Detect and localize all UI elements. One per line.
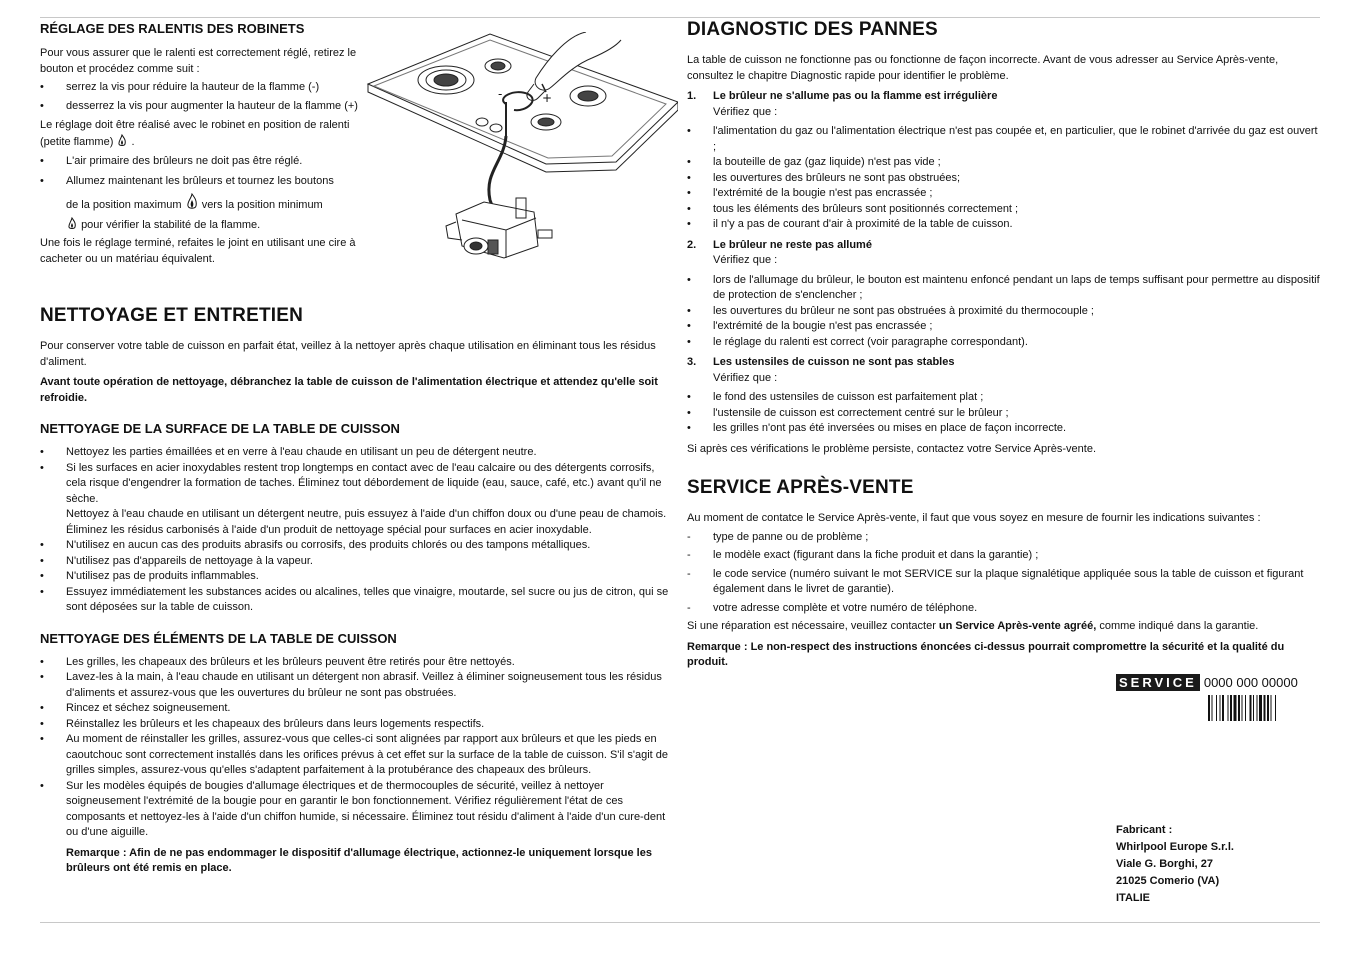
list-item: • L'air primaire des brûleurs ne doit pas être réglé. — [40, 155, 303, 167]
list-item: • tous les éléments des brûleurs sont positionnés correctement ; — [687, 202, 1019, 215]
list-item: • lors de l'allumage du brûleur, le bouton est maintenu enfoncé pendant un laps de temps suffisant pour permettre au dispositif de protection de s'enclencher ; — [687, 273, 1320, 301]
nettoyage-warning: Avant toute opération de nettoyage, débranchez la table de cuisson de l'alimentation électrique et attendez qu'elle soit refroidie. — [40, 376, 658, 404]
surface-continuation: Nettoyez à l'eau chaude en utilisant un détergent neutre, puis essuyez à l'aide d'un chiffon doux ou d'une peau de chamois. Éliminez les résidus carbonisés à l'aide d'un produit de nettoyage spécial pour surfaces en acier inoxydable. — [66, 508, 667, 536]
diagnostic-list-3 — [687, 390, 1320, 437]
small-flame-icon — [66, 217, 78, 231]
elements-title: NETTOYAGE DES ÉLÉMENTS DE LA TABLE DE CUISSON — [40, 630, 397, 646]
list-item: • Les grilles, les chapeaux des brûleurs et les brûleurs peuvent être retirés pour être nettoyés. — [40, 655, 515, 668]
list-item: • Nettoyez les parties émaillées et en verre à l'eau chaude en utilisant un peu de détergent neutre. — [40, 446, 537, 458]
nettoyage-section — [40, 305, 674, 877]
list-item: • Si les surfaces en acier inoxydables restent trop longtemps en contact avec de l'eau calcaire ou des détergents corrosifs, cela risque d'engendrer la formation de taches. Éliminez tout débordement de liquide (eau, sauce, café, etc.) avant qu'il ne sèche. — [40, 461, 662, 505]
service-intro: Au moment de contatce le Service Après-vente, il faut que vous soyez en mesure de fournir les indications suivantes : — [687, 512, 1261, 524]
list-item: • serrez la vis pour réduire la hauteur de la flamme (-) — [40, 81, 320, 93]
service-number: 0000 000 00000 — [1203, 675, 1298, 690]
list-item: • N'utilisez pas de produits inflammables. — [40, 570, 259, 582]
manufacturer-city: 21025 Comerio (VA) — [1116, 875, 1220, 887]
manufacturer-street: Viale G. Borghi, 27 — [1116, 858, 1213, 870]
nettoyage-title: NETTOYAGE ET ENTRETIEN — [40, 305, 304, 326]
svg-text:+: + — [542, 91, 553, 105]
reglage-max-min: de la position maximum vers la position minimum — [40, 193, 360, 214]
svg-text:-: - — [498, 87, 503, 101]
reglage-para: Le réglage doit être réalisé avec le robinet en position de ralenti (petite flamme) . — [40, 119, 350, 148]
hob-adjustment-illustration — [366, 32, 678, 260]
hob-plate — [368, 34, 678, 164]
list-item: • Allumez maintenant les brûleurs et tournez les boutons — [40, 174, 334, 187]
service-repair: Si une réparation est nécessaire, veuillez contacter un Service Après-vente agréé, comme indiqué dans la garantie. — [687, 620, 1259, 632]
list-item: • N'utilisez pas d'appareils de nettoyage à la vapeur. — [40, 554, 313, 567]
manufacturer-name: Whirlpool Europe S.r.l. — [1116, 841, 1234, 853]
list-item: • les ouvertures du brûleur ne sont pas obstruées à proximité du thermocouple ; — [687, 304, 1094, 317]
list-item: - type de panne ou de problème ; — [687, 530, 869, 543]
list-item: • il n'y a pas de courant d'air à proximité de la table de cuisson. — [687, 218, 1013, 230]
diagnostic-list-2 — [687, 273, 1320, 351]
small-flame-icon — [116, 134, 128, 148]
reglage-intro: Pour vous assurer que le ralenti est correctement réglé, retirez le bouton et procédez comme suit : — [40, 47, 357, 75]
list-item: • l'ustensile de cuisson est correctement centré sur le brûleur ; — [687, 406, 1009, 419]
diagnostic-item-2: 2. Le brûleur ne reste pas allumé — [687, 238, 872, 251]
list-item: • Sur les modèles équipés de bougies d'allumage électriques et de thermocouples de sécurité, veillez à nettoyer soigneusement l'extrémité de la bougie pour en garantir le bon fonctionnement. Vérifiez régulièrement l'état de ces composants et nettoyez-les à l'aide d'un chiffon humide, si nécessaire. Éliminez tout résidu d'aliment à l'aide d'un cure-dent ou d'une aiguille. — [40, 779, 666, 838]
service-remark: Remarque : Le non-respect des instructions énoncées ci-dessus pourrait compromettre la sécurité et la qualité du produit. — [687, 640, 1285, 668]
list-item: • l'alimentation du gaz ou l'alimentation électrique n'est pas coupée et, en particulier, que le robinet d'arrivée du gaz est ouvert ; — [687, 125, 1318, 153]
elements-remark: Remarque : Afin de ne pas endommager le dispositif d'allumage électrique, actionnez-le uniquement lorsque les brûleurs ont été remis en place. — [66, 846, 652, 874]
service-label: SERVICE — [1116, 674, 1200, 691]
list-item: • N'utilisez en aucun cas des produits abrasifs ou corrosifs, des produits chlorés ou des tampons métalliques. — [40, 539, 591, 551]
list-item: • les grilles n'ont pas été inversées ou mises en place de façon incorrecte. — [687, 422, 1067, 434]
surface-list-2 — [40, 538, 674, 616]
list-item: • Lavez-les à la main, à l'eau chaude en utilisant un détergent non abrasif. Veillez à éliminer soigneusement tous les résidus d'aliments et assurez-vous que les ouvertures du brûleur ne sont pas obstruées. — [40, 671, 662, 699]
list-item: • l'extrémité de la bougie n'est pas encrassée ; — [687, 320, 933, 332]
diagnostic-item-3: 3. Les ustensiles de cuisson ne sont pas stables — [687, 356, 955, 368]
list-item: • la bouteille de gaz (gaz liquide) n'est pas vide ; — [687, 156, 941, 168]
list-item: - votre adresse complète et votre numéro de téléphone. — [687, 601, 978, 614]
reglage-outro: Une fois le réglage terminé, refaites le joint en utilisant une cire à cacheter ou un matériau équivalent. — [40, 237, 356, 265]
list-item: • le fond des ustensiles de cuisson est parfaitement plat ; — [687, 391, 984, 403]
diagnostic-verify-1: Vérifiez que : — [713, 105, 778, 118]
reglage-section — [40, 21, 360, 267]
diagnostic-intro: La table de cuisson ne fonctionne pas ou fonctionne de façon incorrecte. Avant de vous adresser au Service Après-vente, consultez le chapitre Diagnostic rapide pour identifier le problème. — [687, 54, 1279, 82]
diagnostic-verify-2: Vérifiez que : — [713, 254, 778, 266]
service-list — [687, 530, 1320, 617]
manufacturer-block — [1116, 822, 1234, 907]
list-item: • desserrez la vis pour augmenter la hauteur de la flamme (+) — [40, 99, 358, 112]
diagnostic-section — [687, 19, 1320, 457]
diagnostic-item-1: 1. Le brûleur ne s'allume pas ou la flamme est irrégulière — [687, 90, 998, 102]
reglage-bullets — [40, 80, 360, 114]
list-item: - le modèle exact (figurant dans la fiche produit et dans la garantie) ; — [687, 549, 1039, 561]
large-flame-icon — [185, 193, 199, 211]
nettoyage-intro: Pour conserver votre table de cuisson en parfait état, veillez à la nettoyer après chaque utilisation en éliminant tous les résidus d'aliment. — [40, 340, 656, 368]
manufacturer-label: Fabricant : — [1116, 824, 1173, 836]
surface-title: NETTOYAGE DE LA SURFACE DE LA TABLE DE CUISSON — [40, 421, 400, 436]
reglage-bullets-2 — [40, 154, 360, 189]
barcode — [1208, 695, 1318, 721]
list-item: • le réglage du ralenti est correct (voir paragraphe correspondant). — [687, 335, 1028, 348]
elements-list — [40, 655, 674, 841]
reglage-title: RÉGLAGE DES RALENTIS DES ROBINETS — [40, 21, 305, 36]
list-item: • Rincez et séchez soigneusement. — [40, 702, 231, 714]
manufacturer-country: ITALIE — [1116, 892, 1151, 904]
list-item: • Essuyez immédiatement les substances acides ou alcalines, telles que vinaigre, moutarde, sel sucre ou jus de citron, qui se sont déposées sur la table de cuisson. — [40, 585, 669, 613]
service-section — [687, 477, 1320, 671]
service-code-block — [1116, 674, 1320, 721]
right-column — [687, 18, 1320, 671]
service-title: SERVICE APRÈS-VENTE — [687, 477, 914, 498]
diagnostic-outro: Si après ces vérifications le problème persiste, contactez votre Service Après-vente. — [687, 442, 1097, 455]
reglage-check: pour vérifier la stabilité de la flamme. — [40, 217, 360, 234]
diagnostic-title: DIAGNOSTIC DES PANNES — [687, 19, 938, 40]
list-item: • Réinstallez les brûleurs et les chapeaux des brûleurs dans leurs logements respectifs. — [40, 717, 485, 730]
list-item: • l'extrémité de la bougie n'est pas encrassée ; — [687, 187, 933, 199]
bottom-rule — [40, 922, 1320, 923]
hand — [535, 32, 621, 90]
diagnostic-verify-3: Vérifiez que : — [713, 371, 778, 384]
list-item: • Au moment de réinstaller les grilles, assurez-vous que celles-ci sont alignées par rapport aux brûleurs et que les pieds en caoutchouc sont correctement installés dans les orifices prévus à cet effet sur la surface de la table de cuisson. S'il s'agit de grilles simples, assurez-vous qu'elles s'adaptent parfaitement à la protubérance des chapeaux des brûleurs. — [40, 733, 668, 776]
diagnostic-list-1 — [687, 124, 1320, 233]
list-item: - le code service (numéro suivant le mot SERVICE sur la plaque signalétique appliquée sous la table de cuisson et figurant également dans le livret de garantie). — [687, 567, 1304, 595]
list-item: • les ouvertures des brûleurs ne sont pas obstruées; — [687, 171, 961, 184]
surface-list — [40, 445, 674, 507]
